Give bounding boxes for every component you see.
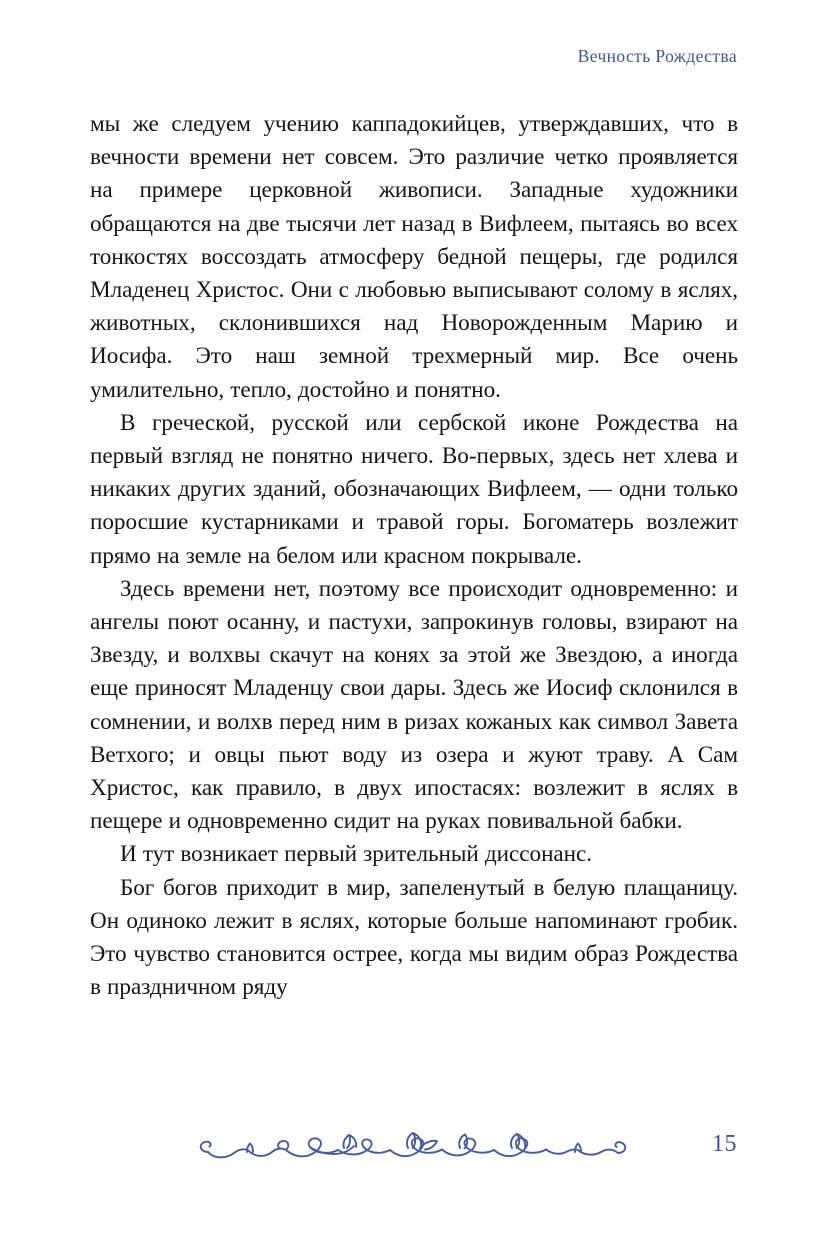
paragraph: Здесь времени нет, поэтому все происходит одновременно: и ангелы поют осанну, и пастухи, запрокинув головы, взирают на Звезду, и волхвы скачут на конях за этой же Звездою, а иногда еще приносят Младенцу свои дары. Здесь же Иосиф склонился в сомнении, и волхв перед ним в ризах кожаных как символ Завета Ветхого; и овцы пьют воду из озера и жуют траву. А Сам Христос, как правило, в двух ипостасях: возлежит в яслях в пещере и одновременно сидит на руках повивальной бабки. (90, 575, 738, 835)
paragraph: В греческой, русской или сербской иконе Рождества на первый взгляд не понятно ничего. Во-первых, здесь нет хлева и никаких других зданий, обозначающих Вифлеем, — одни только поросшие кустарниками и травой горы. Богоматерь возлежит прямо на земле на белом или красном покрывале. (90, 409, 738, 569)
paragraph: мы же следуем учению каппадокийцев, утверждавших, что в вечности времени нет совсем. Это различие четко проявляется на примере церковной живописи. Западные художники обращаются на две тысячи лет назад в Вифлеем, пытаясь во всех тонкостях воссоздать атмосферу бедной пещеры, где родился Младенец Христос. Они с любовью выписывают солому в яслях, животных, склонившихся над Новорожденным Марию и Иосифа. Это наш земной трехмерный мир. Все очень умилительно, тепло, достойно и понятно. (90, 111, 738, 403)
paragraph: Бог богов приходит в мир, запеленутый в белую плащаницу. Он одиноко лежит в яслях, которые больше напоминают гробик. Это чувство становится острее, когда мы видим образ Рождества в праздничном ряду (90, 874, 738, 1001)
running-head: Вечность Рождества (577, 46, 737, 66)
body-text-block (90, 108, 738, 1004)
decorative-flourish-ornament (194, 1128, 634, 1172)
page-number: 15 (712, 1131, 737, 1157)
page-footer (90, 1124, 737, 1194)
paragraph: И тут возникает первый зрительный диссонанс. (120, 841, 593, 868)
